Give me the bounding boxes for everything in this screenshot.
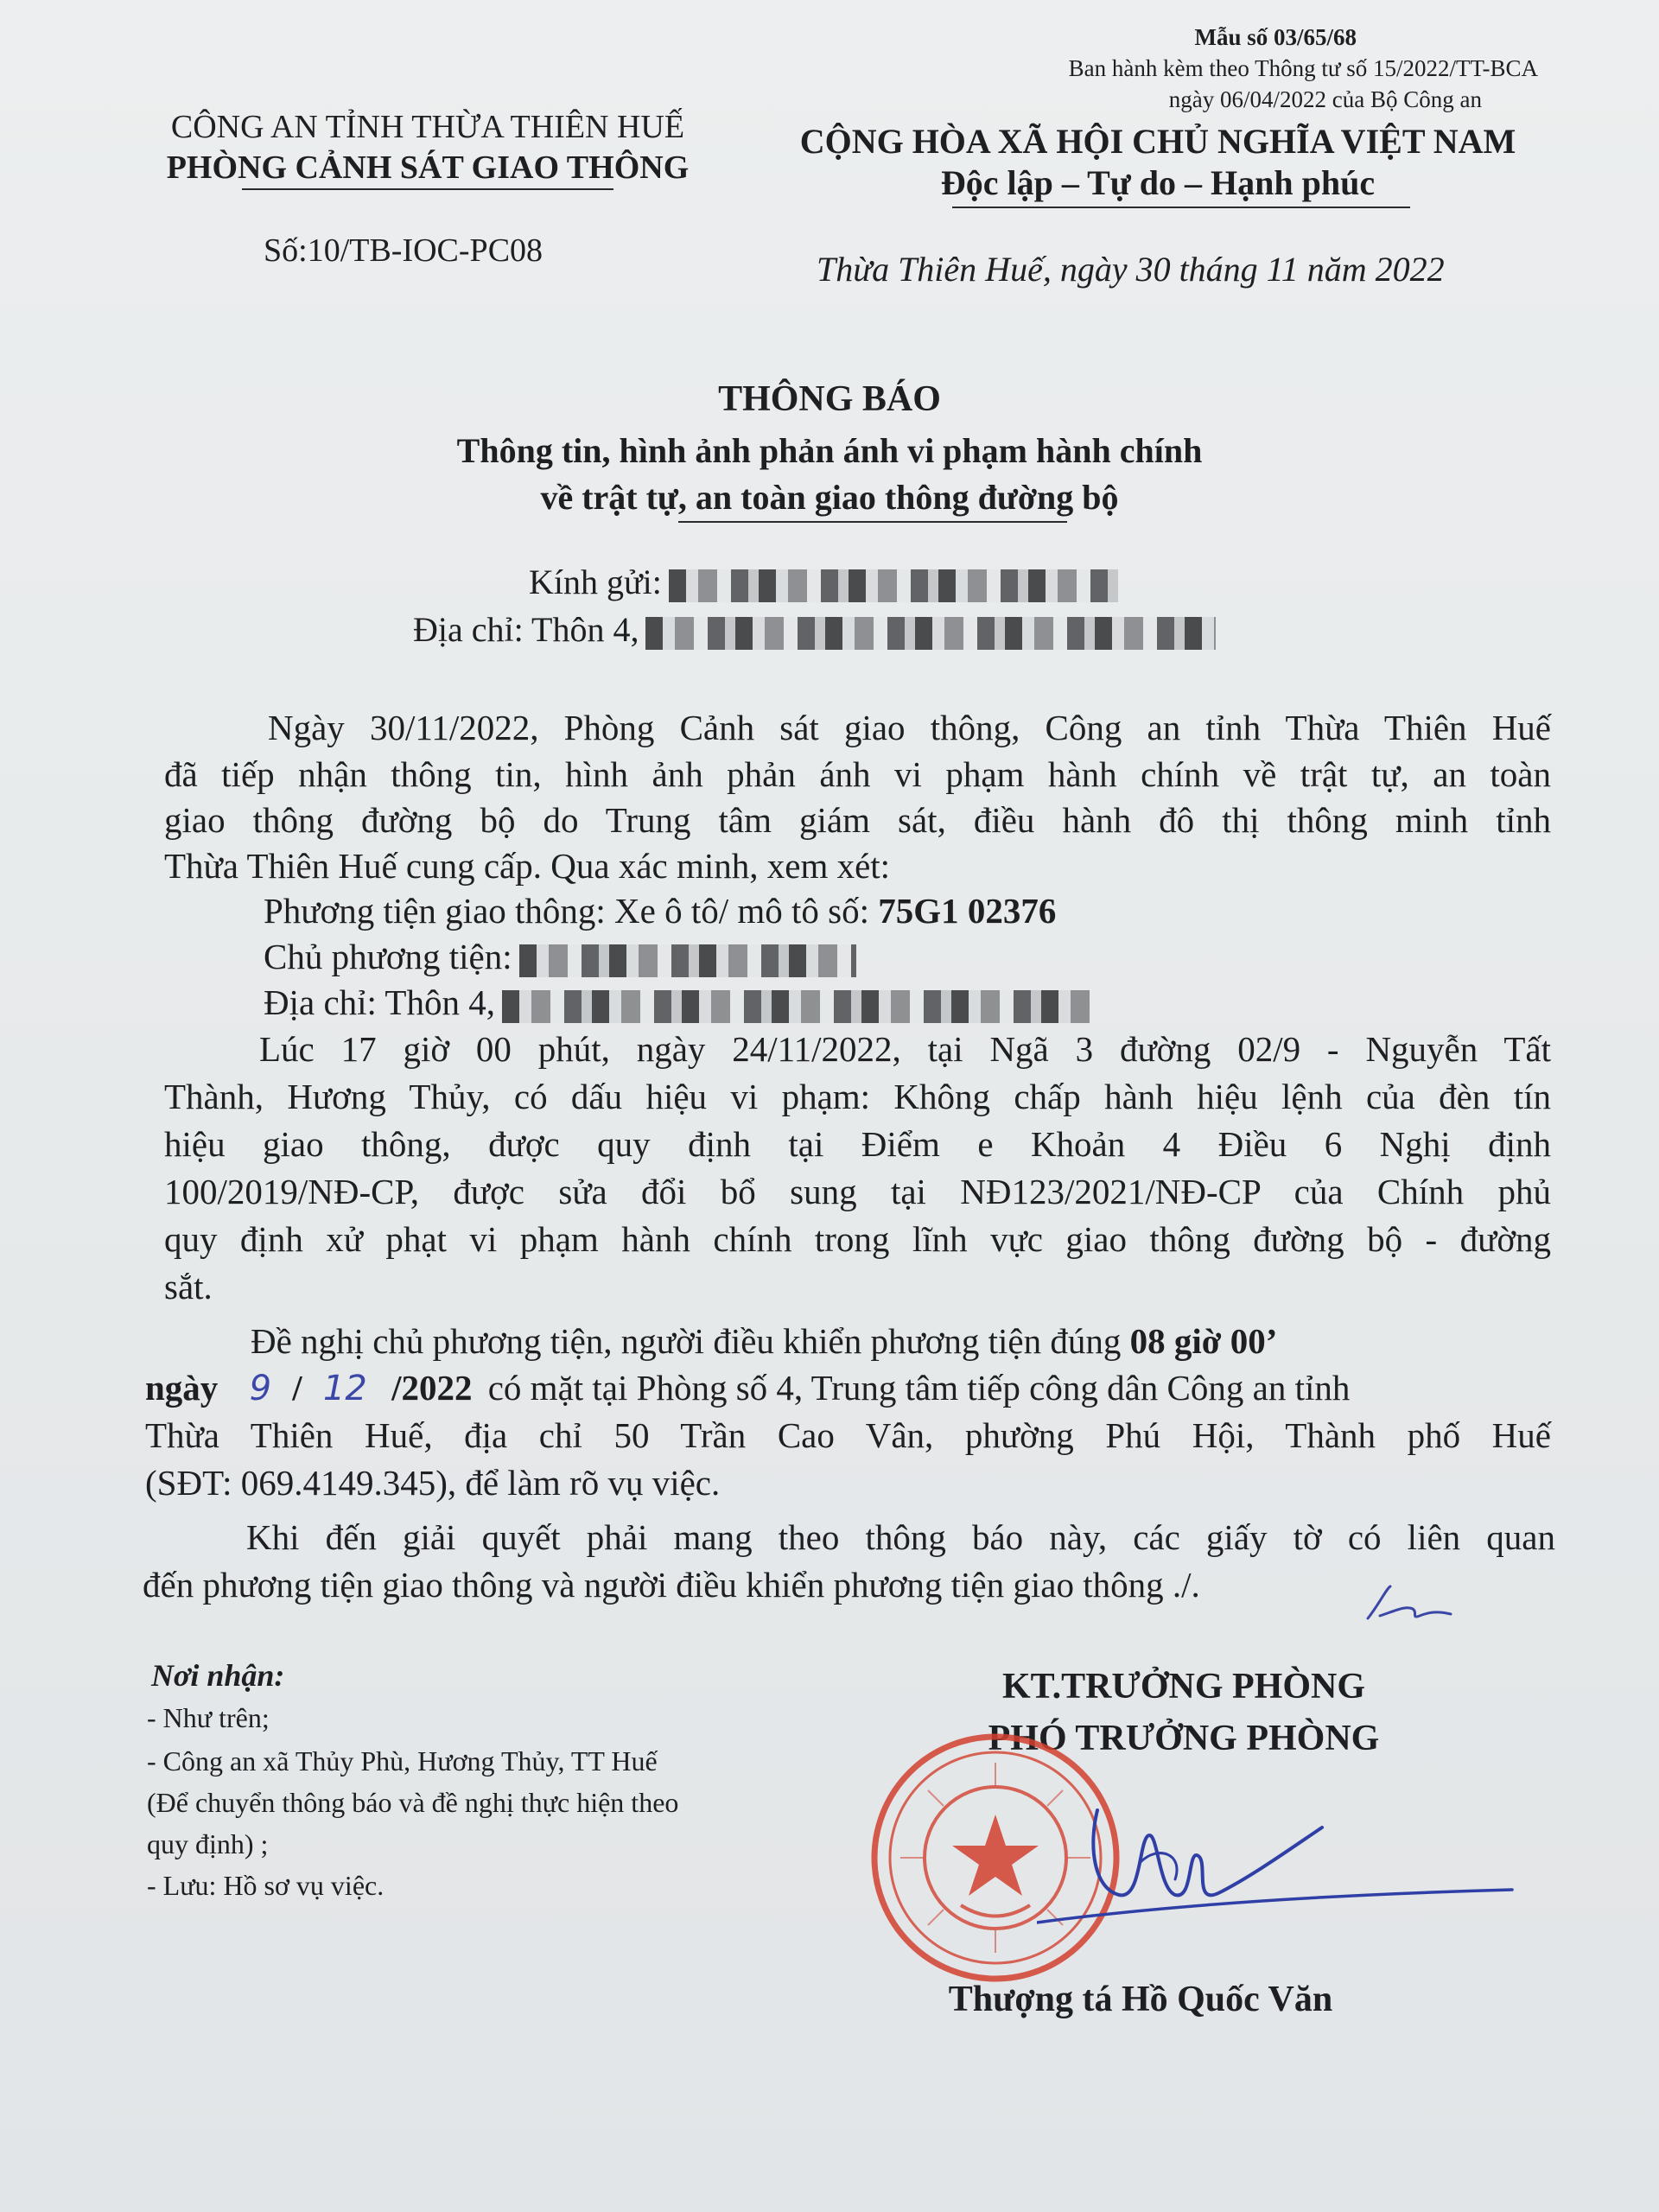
motto-underline — [952, 207, 1410, 208]
place-and-date: Thừa Thiên Huế, ngày 30 tháng 11 năm 2022 — [817, 250, 1445, 289]
redacted-owner-address — [502, 990, 1090, 1023]
nation-motto: Độc lập – Tự do – Hạnh phúc — [940, 163, 1376, 202]
signer-name: Thượng tá Hồ Quốc Văn — [948, 1980, 1333, 2019]
recipient-address-label: Địa chỉ: Thôn 4, — [413, 610, 639, 649]
owner-label: Chủ phương tiện: — [264, 937, 512, 976]
notice-title: THÔNG BÁO — [718, 379, 941, 419]
body-p4-line-2: đến phương tiện giao thông và người điều khiển phương tiện giao thông ./. — [143, 1565, 1200, 1605]
body-p2-line-1: Lúc 17 giờ 00 phút, ngày 24/11/2022, tại Ngã 3 đường 02/9 - Nguyễn Tất — [259, 1029, 1551, 1069]
cc-item-4: quy định) ; — [147, 1828, 269, 1859]
body-p2-line-3: hiệu giao thông, được quy định tại Điểm e Khoản 4 Điều 6 Nghị định — [164, 1124, 1551, 1164]
body-p1-line-4: Thừa Thiên Huế cung cấp. Qua xác minh, xem xét: — [164, 846, 891, 886]
vehicle-plate: 75G1 02376 — [878, 891, 1057, 931]
cc-item-1: - Như trên; — [147, 1702, 270, 1733]
owner-address-label: Địa chỉ: Thôn 4, — [264, 982, 495, 1022]
appointment-location: có mặt tại Phòng số 4, Trung tâm tiếp công dân Công an tỉnh — [487, 1368, 1351, 1408]
redacted-owner-name — [519, 944, 856, 977]
title-underline — [678, 521, 1067, 523]
agency-underline — [242, 188, 613, 190]
agency-name: PHÒNG CẢNH SÁT GIAO THÔNG — [166, 149, 690, 186]
form-number: Mẫu số 03/65/68 — [1194, 24, 1357, 50]
appointment-day-label: ngày — [145, 1368, 219, 1408]
cc-heading: Nơi nhận: — [151, 1658, 285, 1693]
body-p2-line-4: 100/2019/NĐ-CP, được sửa đổi bổ sung tại NĐ123/2021/NĐ-CP của Chính phủ — [164, 1172, 1551, 1211]
vehicle-label: Phương tiện giao thông: Xe ô tô/ mô tô số: — [264, 891, 870, 931]
document-number: Số:10/TB-IOC-PC08 — [264, 232, 543, 269]
agency-parent: CÔNG AN TỈNH THỪA THIÊN HUẾ — [170, 109, 685, 145]
recipient-line — [529, 562, 1118, 602]
cc-item-3: (Để chuyển thông báo và đề nghị thực hiện theo — [147, 1787, 679, 1818]
body-p2-line-5: quy định xử phạt vi phạm hành chính trong lĩnh vực giao thông đường bộ - đường — [164, 1219, 1551, 1259]
body-p4-line-1: Khi đến giải quyết phải mang theo thông báo này, các giấy tờ có liên quan — [246, 1517, 1555, 1557]
redacted-recipient-name — [669, 569, 1118, 602]
recipient-label: Kính gửi: — [529, 563, 662, 601]
appointment-day-handwritten: 9 — [249, 1369, 272, 1408]
body-p3-line-2 — [145, 1367, 1350, 1408]
form-issued-date: ngày 06/04/2022 của Bộ Công an — [1168, 86, 1482, 112]
body-p1-line-3: giao thông đường bộ do Trung tâm giám sát, điều hành đô thị thông minh tỉnh — [164, 800, 1551, 840]
cc-item-5: - Lưu: Hồ sơ vụ việc. — [147, 1870, 385, 1901]
nation-title: CỘNG HÒA XÃ HỘI CHỦ NGHĨA VIỆT NAM — [799, 122, 1516, 161]
body-p2-line-2: Thành, Hương Thủy, có dấu hiệu vi phạm: Không chấp hành hiệu lệnh của đèn tín — [164, 1077, 1551, 1116]
body-p3-line-1 — [251, 1320, 1277, 1362]
handwritten-signature — [1037, 1793, 1521, 1940]
signer-title-2: PHÓ TRƯỞNG PHÒNG — [988, 1719, 1380, 1758]
notice-subtitle-2: về trật tự, an toàn giao thông đường bộ — [540, 478, 1119, 517]
owner-line — [264, 936, 856, 977]
date-separator: / — [292, 1368, 302, 1408]
appointment-month-handwritten: 12 — [322, 1369, 367, 1408]
signer-title-1: KT.TRƯỞNG PHÒNG — [1002, 1667, 1365, 1707]
body-p3-line-4: (SĐT: 069.4149.345), để làm rõ vụ việc. — [145, 1463, 721, 1503]
body-p1-line-1: Ngày 30/11/2022, Phòng Cảnh sát giao thông, Công an tỉnh Thừa Thiên Huế — [268, 708, 1551, 747]
recipient-address-line — [413, 609, 1216, 650]
appointment-year: /2022 — [391, 1368, 473, 1408]
notice-subtitle-1: Thông tin, hình ảnh phản ánh vi phạm hành chính — [456, 431, 1203, 470]
owner-address-line — [264, 982, 1090, 1023]
body-p2-line-6: sắt. — [164, 1267, 213, 1306]
form-issued-with: Ban hành kèm theo Thông tư số 15/2022/TT-BCA — [1068, 55, 1538, 81]
appointment-time: 08 giờ 00’ — [1129, 1321, 1278, 1361]
handwritten-initial — [1361, 1580, 1456, 1631]
cc-item-2: - Công an xã Thủy Phù, Hương Thủy, TT Huế — [147, 1745, 658, 1777]
vehicle-line — [264, 890, 1056, 931]
redacted-recipient-address — [645, 617, 1216, 650]
body-p1-line-2: đã tiếp nhận thông tin, hình ảnh phản ánh vi phạm hành chính về trật tự, an toàn — [164, 754, 1551, 794]
appointment-request: Đề nghị chủ phương tiện, người điều khiển phương tiện đúng — [251, 1321, 1122, 1361]
body-p3-line-3: Thừa Thiên Huế, địa chỉ 50 Trần Cao Vân, phường Phú Hội, Thành phố Huế — [145, 1415, 1551, 1455]
